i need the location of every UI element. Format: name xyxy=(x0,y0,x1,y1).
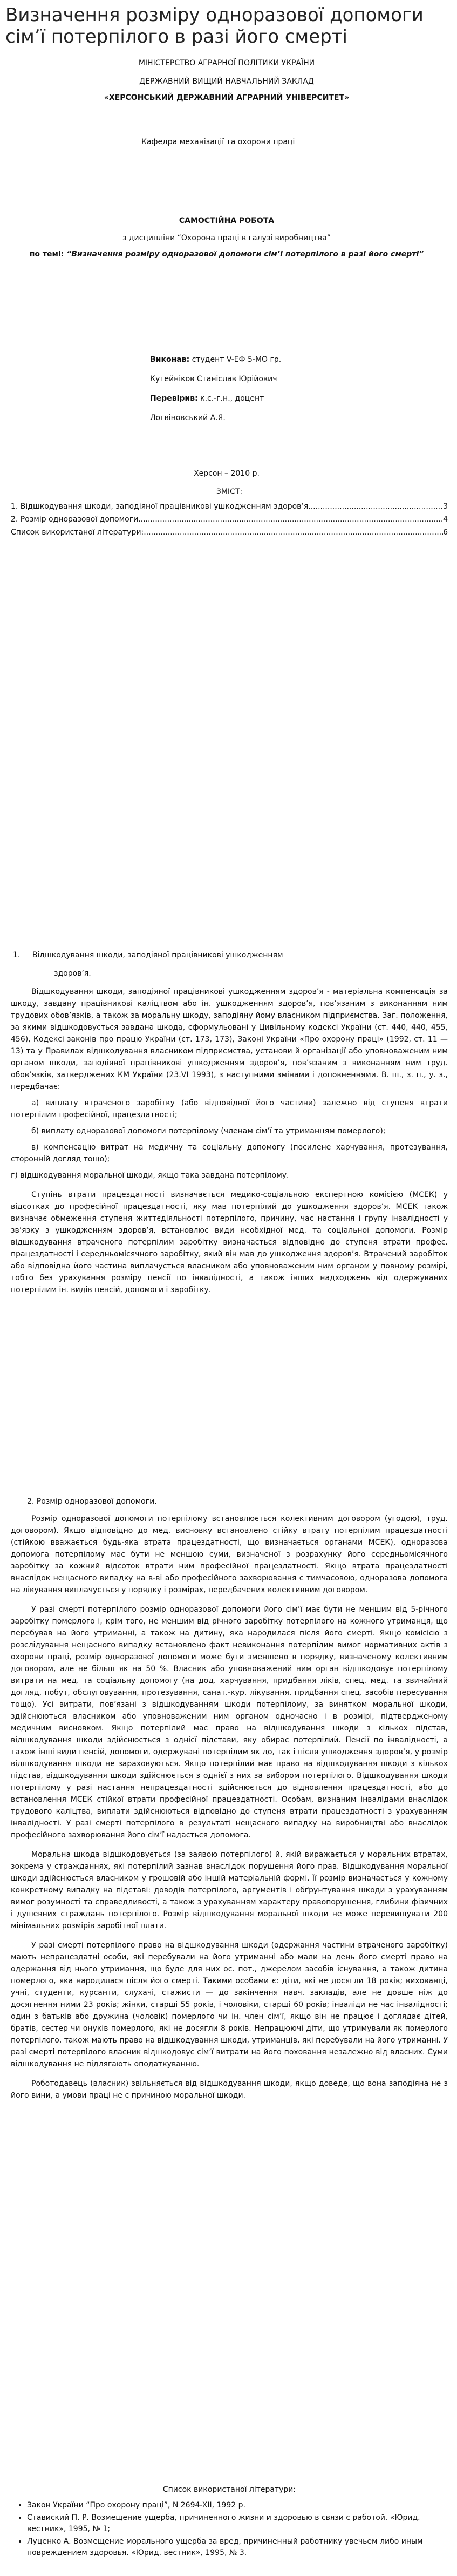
toc-item-page: 3 xyxy=(443,502,448,511)
toc-dots xyxy=(308,500,443,513)
reference-item: • Закон України “Про охорону праці”, N 2694-XII, 1992 р. xyxy=(27,2500,448,2511)
work-type: САМОСТІЙНА РОБОТА xyxy=(179,217,275,225)
checker-name: Логвіновський А.Я. xyxy=(150,414,226,422)
toc-dots xyxy=(144,526,443,539)
checked-label: Перевірив: xyxy=(150,394,198,403)
section-1-heading xyxy=(11,949,448,961)
work-topic-prefix: по темі: xyxy=(29,250,64,259)
reference-item: • Луценко А. Возмещение морального ущерба за вред, причиненный работнику увечьем либо иным повреждением здоровья. «Юрид. вестник», 1995, № 3. xyxy=(27,2536,448,2559)
references xyxy=(11,2484,448,2560)
student-name: Кутейніков Станіслав Юрійович xyxy=(150,375,277,383)
section-2-paragraph: У разі смерті потерпілого розмір одноразової допомоги його сім’ї має бути не меншим від 5-річного заробітку померлого і, крім того, не меншим від річного заробітку потерпілого на кожного утриманця, що перебував на його утриманні, а також на дитину, яка народилася після його смерті. Якщо комісією з розслідування нещасного випадку встановлено факт невиконання потерпілим вимог нормативних актів з охорони праці, розмір одноразової допомоги може бути зменшено в порядку, визначеному колективним договором, але не більш як на 50 %. Власник або уповноважений ним орган відшкодовує потерпілому витрати на мед. та соціальну допомогу (на дод. харчування, придбання ліків, спец. мед. та звичайний догляд, побут, обслуговування, протезування, санат.-кур. лікування, придбання спец. засобів пересування тощо). Усі витрати, пов’язані з відшкодуванням шкоди потерпілому, за винятком моральної шкоди, здійснюються власником або уповноваженим ним органом одночасно і в розмірі, підтвердженому медичним висновком. Якщо потерпілий має право на відшкодування шкоди з кількох підстав, відшкодування шкоди здійснюється з однієї підстави, яку обирає потерпілий. Пенсії по інвалідності, а також інші види пенсій, допомоги, одержувані потерпілим як до, так і після ушкодження здоров’я, у розмір відшкодування шкоди не зараховуються. Якщо потерпілий має право на відшкодування шкоди з кількох підстав, відшкодування шкоди здійснюється з однієї з них за вибором потерпілого. Відшкодування шкоди потерпілому у разі настання непрацездатності здійснюється до відновлення працездатності, або до встановлення МСЕК стійкої втрати професійної працездатності. Особам, визнаним інвалідами внаслідок трудового каліцтва, виплати здійснюються відповідно до ступеня втрати працездатності з урахуванням інвалідності. У разі смерті потерпілого в результаті нещасного випадку на виробництві або внаслідок професійного захворювання його сім’ї надається допомога. xyxy=(11,1605,448,1840)
toc-item-label: 2. Розмір одноразової допомоги xyxy=(11,515,139,524)
section-2-paragraph: Моральна шкода відшкодовується (за заявою потерпілого) й, якій виражається у моральних втратах, зокрема у стражданнях, які потерпілий зазнав внаслідок порушення його прав. Відшкодування моральної шкоди здійснюється власником у грошовій або іншій матеріальній формі. Її розмір визначається у кожному конкретному випадку на підставі: доводів потерпілого, аргументів і обґрунтування шкоди з урахуванням вимог розумності та справедливості, а також з урахуванням характеру правопорушення, глибини фізичних і душевних страждань потерпілого. Розмір відшкодування моральної шкоди не може перевищувати 200 мінімальних розмірів заробітної плати. xyxy=(11,1850,448,1930)
institution-line: ДЕРЖАВНИЙ ВИЩИЙ НАВЧАЛЬНИЙ ЗАКЛАД xyxy=(139,77,314,86)
work-topic xyxy=(22,248,432,260)
toc-item[interactable] xyxy=(11,500,448,513)
page-title: Визначення розміру одноразової допомоги сім’ї потерпілого в разі його смерті xyxy=(5,4,424,48)
toc-heading: ЗМІСТ: xyxy=(216,488,243,496)
authors-block xyxy=(150,350,441,428)
work-topic-text: “Визначення розміру одноразової допомоги сім’ї потерпілого в разі його смерті” xyxy=(66,250,424,259)
section-1-item-a: а) виплату втраченого заробітку (або відповідної його частини) залежно від ступеня втрати потерпілим професійної, працездатності; xyxy=(11,1099,448,1119)
section-2-paragraph: У разі смерті потерпілого право на відшкодування шкоди (одержання частини втраченого заробітку) мають непрацездатні особи, які перебували на його утриманні або мали на день його смерті право на одержання від нього утримання, що буде для них ос. пот., джерелом засобів існування, а також дитина померлого, яка народилася після його смерті. Такими особами є: діти, які не досягли 18 років; вихованці, учні, студенти, курсанти, слухачі, стажисти — до закінчення навч. закладів, але не довше ніж до досягнення ними 23 років; жінки, старші 55 років, і чоловіки, старші 60 років; інваліди не час інвалідності; один з батьків або дружина (чоловік) померлого чи ін. член сім’ї, якщо він не працює і доглядає дітей, братів, сестер чи онуків померлого, які не досягли 8 років. Непрацюючі діти, що утримували як померлого потерпілого, також мають право на відшкодування шкоди, утриманців, які перебували на його утриманні. У разі смерті потерпілого власник відшкодовує сім’ї витрати на його поховання незалежно від власних. Суми відшкодування не підлягають оподаткуванню. xyxy=(11,1941,448,2068)
section-1-heading-line1: Відшкодування шкоди, заподіяної працівникові ушкодженням xyxy=(32,951,283,959)
ministry-line: МІНІСТЕРСТВО АГРАРНОЇ ПОЛІТИКИ УКРАЇНИ xyxy=(138,59,315,67)
department-line: Кафедра механізації та охорони праці xyxy=(141,138,295,146)
section-1-paragraph: Ступінь втрати працездатності визначається медико-соціальною експертною комісією (МСЕК) у відсотках до професійної працездатності, яку мав потерпілий до ушкодження здоров’я. МСЕК також визначає обмеження ступеня життєдіяльності потерпілого, причину, час настання і групу інвалідності у зв’язку з ушкодженням здоров’я, встановлює види необхідної мед. та соціальної допомоги. Розмір відшкодування втраченого потерпілим заробітку визначається відповідно до ступеня втрати профес. працездатності і середньомісячного заробітку, який він мав до ушкодження здоров’я. Втрачений заробіток або відповідна його частина виплачується власником або уповноваженим ним органом у повному розмірі, тобто без урахування розміру пенсії по інвалідності, а також інших надходжень від одержуваних потерпілим ін. видів пенсій, допомоги і заробітку. xyxy=(11,1191,448,1294)
section-2-heading: 2. Розмір одноразової допомоги. xyxy=(27,1497,157,1506)
work-discipline: з дисципліни “Охорона праці в галузі виробництва” xyxy=(122,234,331,242)
table-of-contents xyxy=(11,486,448,539)
section-2-paragraph: Роботодавець (власник) звільняється від відшкодування шкоди, якщо доведе, що вона заподіяна не з його вини, а умови праці не є причиною моральної шкоди. xyxy=(11,2079,448,2100)
city-year: Херсон – 2010 р. xyxy=(194,469,260,478)
toc-item[interactable] xyxy=(11,513,448,526)
toc-item-page: 4 xyxy=(443,515,448,524)
toc-item-label: 1. Відшкодування шкоди, заподіяної працівникові ушкодженням здоров’я xyxy=(11,502,309,511)
section-1 xyxy=(11,949,448,1296)
references-heading: Список використаної літератури: xyxy=(162,2485,296,2494)
section-1-item-v: в) компенсацію витрат на медичну та соціальну допомогу (посилене харчування, протезування, сторонній догляд тощо); xyxy=(11,1143,448,1164)
toc-dots xyxy=(138,513,443,526)
performed-line xyxy=(150,350,441,369)
section-1-paragraph: Відшкодування шкоди, заподіяної працівникові ушкодженням здоров’я - матеріальна компенсація за шкоду, завдану працівникові каліцтвом або ін. ушкодженням здоров’я, пов’язаним з виконанням ним трудових обов’язків, а також за моральну шкоду, заподіяну йому власником підприємства. Заг. положення, за якими відшкодовується завдана шкода, сформульовані у Цивільному кодексі України (ст. 440, 440, 455, 456), Кодексі законів про працю України (ст. 173, 173), Законі України «Про охорону праці» (1992, ст. 11 — 13) та у Правилах відшкодування власником підприємства, установи й організації або уповноваженим ним органом шкоди, заподіяної працівникові ушкодженням здоров’я, пов’язаним з виконанням ним труд. обов’язків, затверджених КМ України (23.VI 1993), з наступними змінами і доповненнями. В. ш., з. п., у. з., передбачає: xyxy=(11,988,448,1091)
section-1-item-b: б) виплату одноразової допомоги потерпілому (членам сім’ї та утриманцям померлого); xyxy=(31,1127,386,1135)
performed-value: студент V-ЕФ 5-МО гр. xyxy=(192,355,282,364)
performed-label: Виконав: xyxy=(150,355,190,364)
checked-value: к.с.-г.н., доцент xyxy=(200,394,264,403)
toc-item-page: 6 xyxy=(443,528,448,537)
section-1-number: 1. xyxy=(13,951,21,959)
section-1-item-g: г) відшкодування моральної шкоди, якщо така завдана потерпілому. xyxy=(11,1171,289,1180)
toc-item[interactable] xyxy=(11,526,448,539)
reference-item: • Ставиский П. Р. Возмещение ущерба, причиненного жизни и здоровью в связи с работой. «Юрид. вестник», 1995, № 1; xyxy=(27,2512,448,2535)
toc-item-label: Список використаної літератури: xyxy=(11,528,144,537)
section-2 xyxy=(11,1496,448,2101)
section-2-paragraph: Розмір одноразової допомоги потерпілому встановлюється колективним договором (угодою), труд. договором). Якщо відповідно до мед. висновку встановлено стійку втрату потерпілим працездатності (стійкою вважається будь-яка втрата працездатності, що визначається органами МСЕК), одноразова допомога потерпілому має бути не меншою суми, визначеної з розрахунку його середньомісячного заробітку за кожний відсоток втрати ним професійної працездатності. Якщо втрата працездатності внаслідок нещасного випадку на в-ві або професійного захворювання є тимчасовою, одноразова допомога на лікування виплачується у порядку і розмірах, передбачених колективним договором. xyxy=(11,1515,448,1594)
section-1-heading-line2: здоров’я. xyxy=(54,969,91,978)
checked-line xyxy=(150,389,441,408)
university-line: «ХЕРСОНСЬКИЙ ДЕРЖАВНИЙ АГРАРНИЙ УНІВЕРСИТЕТ» xyxy=(104,93,350,102)
references-list xyxy=(11,2500,448,2559)
